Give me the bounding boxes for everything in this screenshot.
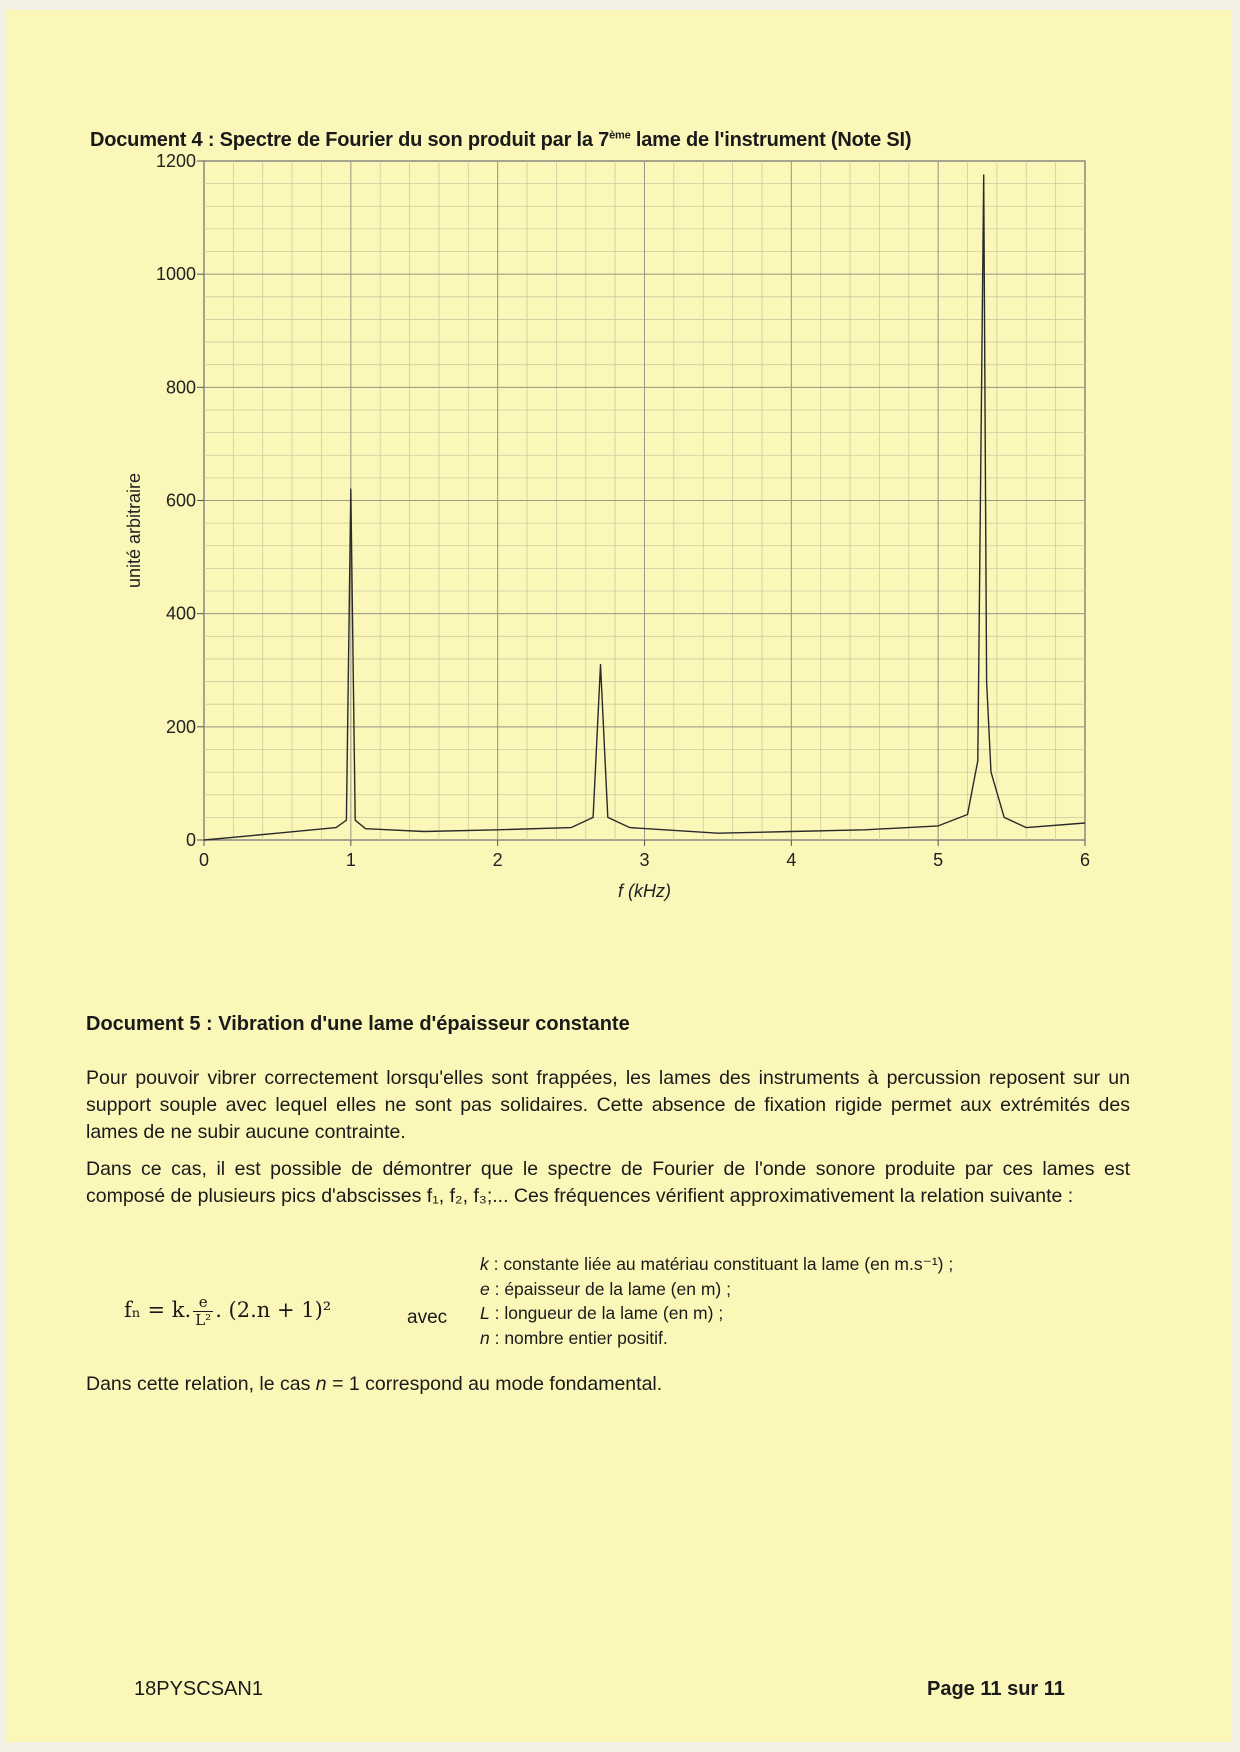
legend-e: e : épaisseur de la lame (en m) ;	[480, 1278, 731, 1299]
paragraph-fundamental: Dans cette relation, le cas n = 1 correspond au mode fondamental.	[86, 1373, 663, 1395]
y-tick-label: 400	[165, 603, 196, 624]
formula-denominator: L²	[195, 1311, 212, 1329]
formula-legend	[480, 1252, 953, 1350]
fourier-spectrum-chart	[6, 10, 1232, 910]
formula-lhs: fₙ = k.	[124, 1298, 192, 1322]
frequency-formula	[124, 1294, 331, 1329]
y-tick-label: 1000	[155, 264, 196, 285]
footer-page-number: Page 11 sur 11	[927, 1678, 1065, 1700]
y-tick-label: 1200	[155, 151, 196, 171]
page	[6, 10, 1232, 1742]
y-tick-label: 600	[165, 490, 196, 511]
x-tick-label: 5	[933, 850, 944, 870]
formula-numerator: e	[193, 1294, 213, 1312]
y-tick-label: 800	[165, 377, 196, 398]
document4-title: Document 4 : Spectre de Fourier du son produit par la 7ème lame de l'instrument (Note SI)	[90, 129, 912, 151]
legend-n: n : nombre entier positif.	[480, 1327, 668, 1348]
avec-label: avec	[407, 1307, 448, 1328]
y-tick-label: 200	[165, 716, 196, 737]
footer-code: 18PYSCSAN1	[134, 1678, 263, 1700]
legend-L: L : longueur de la lame (en m) ;	[480, 1303, 724, 1323]
formula-rhs: . (2.n + 1)²	[215, 1298, 332, 1322]
x-tick-label: 0	[198, 850, 210, 870]
y-tick-label: 0	[185, 830, 196, 850]
x-tick-label: 3	[639, 850, 650, 870]
formula-fraction	[193, 1294, 213, 1329]
paragraph-support: Pour pouvoir vibrer correctement lorsqu'elles sont frappées, les lames des instruments à percussion reposent sur un support souple avec lequel elles ne sont pas solidaires. Cette absence de fixation rigide permet aux extrémités des lames de ne subir aucune contrainte.	[86, 1067, 1130, 1143]
x-tick-label: 4	[786, 850, 797, 870]
legend-k: k : constante liée au matériau constituant la lame (en m.s⁻¹) ;	[480, 1254, 954, 1274]
document5-title: Document 5 : Vibration d'une lame d'épaisseur constante	[86, 1013, 630, 1035]
x-tick-label: 6	[1079, 850, 1091, 870]
x-tick-label: 1	[345, 850, 356, 870]
y-axis-label: unité arbitraire	[124, 472, 144, 589]
x-tick-label: 2	[492, 850, 503, 870]
paragraph-fourier: Dans ce cas, il est possible de démontrer que le spectre de Fourier de l'onde sonore produite par ces lames est composé de plusieurs pics d'abscisses f₁, f₂, f₃;... Ces fréquences vérifient approximativement la relation suivante :	[86, 1158, 1130, 1207]
x-axis-label: f (kHz)	[618, 881, 671, 901]
